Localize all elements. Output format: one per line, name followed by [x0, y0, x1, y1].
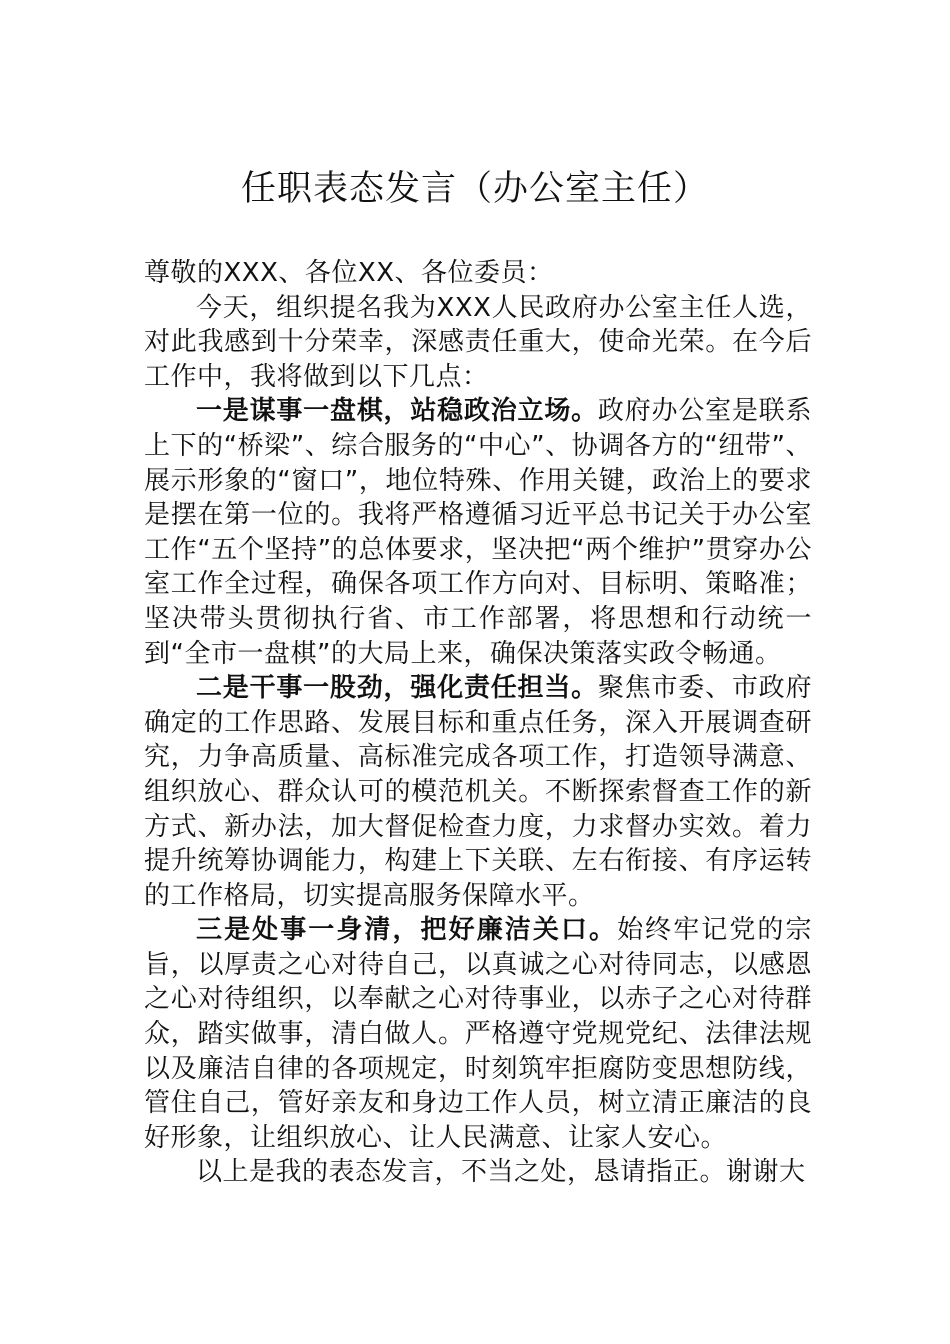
- point-2-text: 聚焦市委、市政府确定的工作思路、发展目标和重点任务，深入开展调查研究，力争高质量、高标准完成各项工作，打造领导满意、组织放心、群众认可的模范机关。不断探索督查工作的新方式、新办法，加大督促检查力度，力求督办实效。着力提升统筹协调能力，构建上下关联、左右衔接、有序运转的工作格局，切实提高服务保障水平。: [144, 673, 812, 911]
- point-2-heading: 二是干事一股劲，强化责任担当。: [196, 673, 598, 704]
- intro-paragraph: 今天，组织提名我为XXX人民政府办公室主任人选，对此我感到十分荣幸，深感责任重大，使命光荣。在今后工作中，我将做到以下几点：: [144, 292, 812, 392]
- document-title: 任职表态发言（办公室主任）: [240, 169, 709, 209]
- point-paragraph-3: [144, 913, 812, 1155]
- point-1-text: 政府办公室是联系上下的“桥梁”、综合服务的“中心”、协调各方的“纽带”、展示形象的“窗口”，地位特殊、作用关键，政治上的要求是摆在第一位的。我将严格遵循习近平总书记关于办公室工作“五个坚持”的总体要求，坚决把“两个维护”贯穿办公室工作全过程，确保各项工作方向对、目标明、策略准；坚决带头贯彻执行省、市工作部署，将思想和行动统一到“全市一盘棋”的大局上来，确保决策落实政令畅通。: [144, 396, 812, 669]
- closing-paragraph: 以上是我的表态发言，不当之处，恳请指正。谢谢大: [196, 1157, 806, 1188]
- point-1-heading: 一是谋事一盘棋，站稳政治立场。: [196, 396, 598, 427]
- salutation: 尊敬的XXX、各位XX、各位委员：: [144, 258, 554, 288]
- point-paragraph-2: [144, 671, 812, 913]
- document-body: [144, 256, 812, 1190]
- point-3-heading: 三是处事一身清，把好廉洁关口。: [196, 915, 618, 946]
- point-paragraph-1: [144, 394, 812, 671]
- point-3-text: 始终牢记党的宗旨，以厚责之心对待自己，以真诚之心对待同志，以感恩之心对待组织，以奉献之心对待事业，以赤子之心对待群众，踏实做事，清白做人。严格遵守党规党纪、法律法规以及廉洁自律的各项规定，时刻筑牢拒腐防变思想防线，管住自己，管好亲友和身边工作人员，树立清正廉洁的良好形象，让组织放心、让人民满意、让家人安心。: [144, 915, 812, 1153]
